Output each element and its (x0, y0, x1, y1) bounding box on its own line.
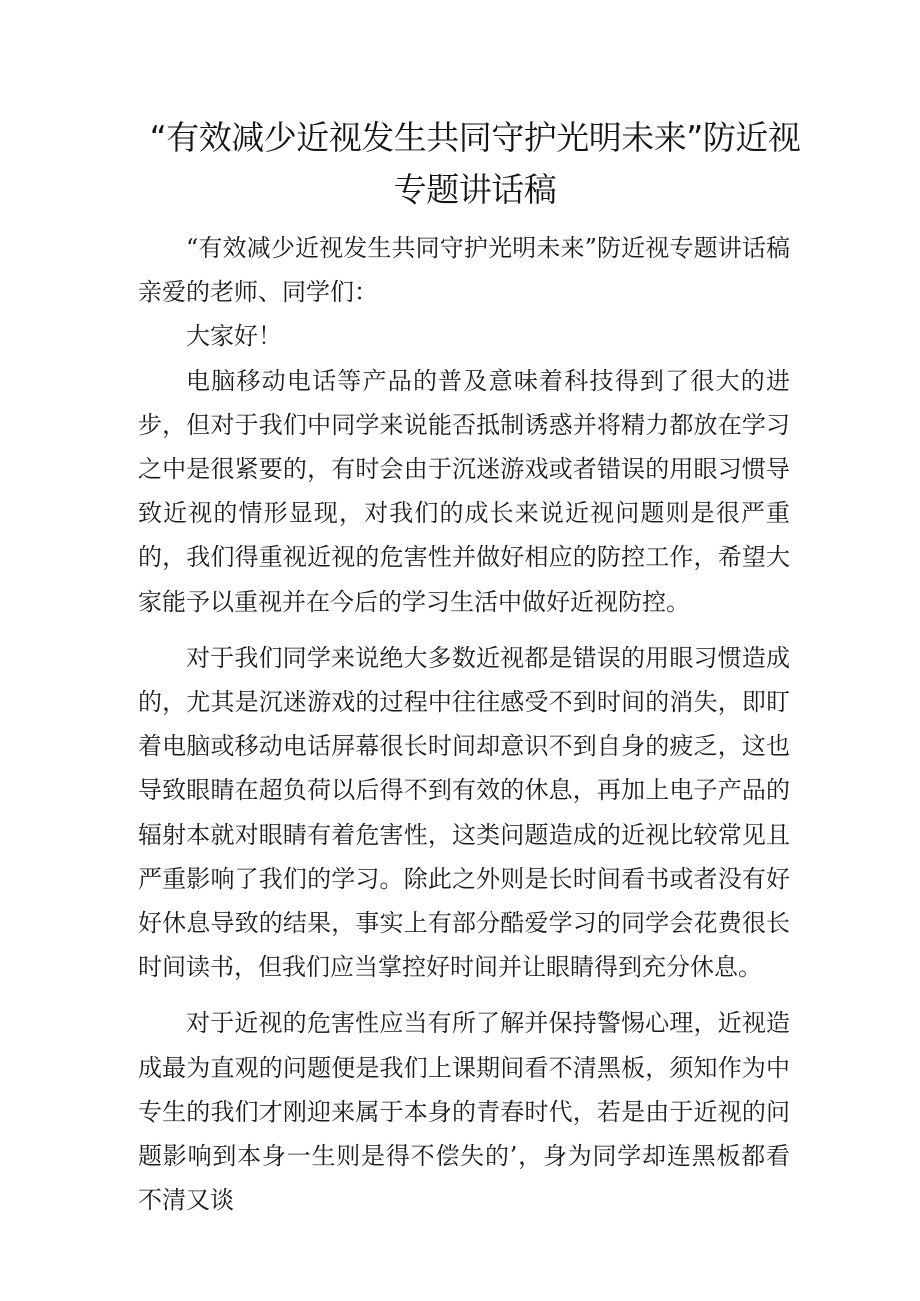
paragraph-intro: 电脑移动电话等产品的普及意味着科技得到了很大的进步，但对于我们中同学来说能否抵制诱惑并将精力都放在学习之中是很紧要的，有时会由于沉迷游戏或者错误的用眼习惯导致近视的情形显现，对我们的成长来说近视问题则是很严重的，我们得重视近视的危害性并做好相应的防控工作，希望大家能予以重视并在今后的学习生活中做好近视防控。 (138, 366, 790, 616)
paragraph-causes: 对于我们同学来说绝大多数近视都是错误的用眼习惯造成的，尤其是沉迷游戏的过程中往往感受不到时间的消失，即盯着电脑或移动电话屏幕很长时间却意识不到自身的疲乏，这也导致眼睛在超负荷以后得不到有效的休息，再加上电子产品的辐射本就对眼睛有着危害性，这类问题造成的近视比较常见且严重影响了我们的学习。除此之外则是长时间看书或者没有好好休息导致的结果，事实上有部分酷爱学习的同学会花费很长时间读书，但我们应当掌控好时间并让眼睛得到充分休息。 (138, 643, 790, 982)
paragraph-greeting: “有效减少近视发生共同守护光明未来”防近视专题讲话稿亲爱的老师、同学们： (138, 234, 790, 307)
paragraph-harm: 对于近视的危害性应当有所了解并保持警惕心理，近视造成最为直观的问题便是我们上课期间看不清黑板，须知作为中专生的我们才刚迎来属于本身的青春时代，若是由于近视的问题影响到本身一生则是得不偿失的’，身为同学却连黑板都看不清又谈 (138, 1009, 790, 1215)
document-title: “有效减少近视发生共同守护光明未来”防近视专题讲话稿 (149, 118, 801, 209)
paragraph-hello: 大家好！ (186, 322, 282, 351)
document-body (138, 226, 790, 1222)
